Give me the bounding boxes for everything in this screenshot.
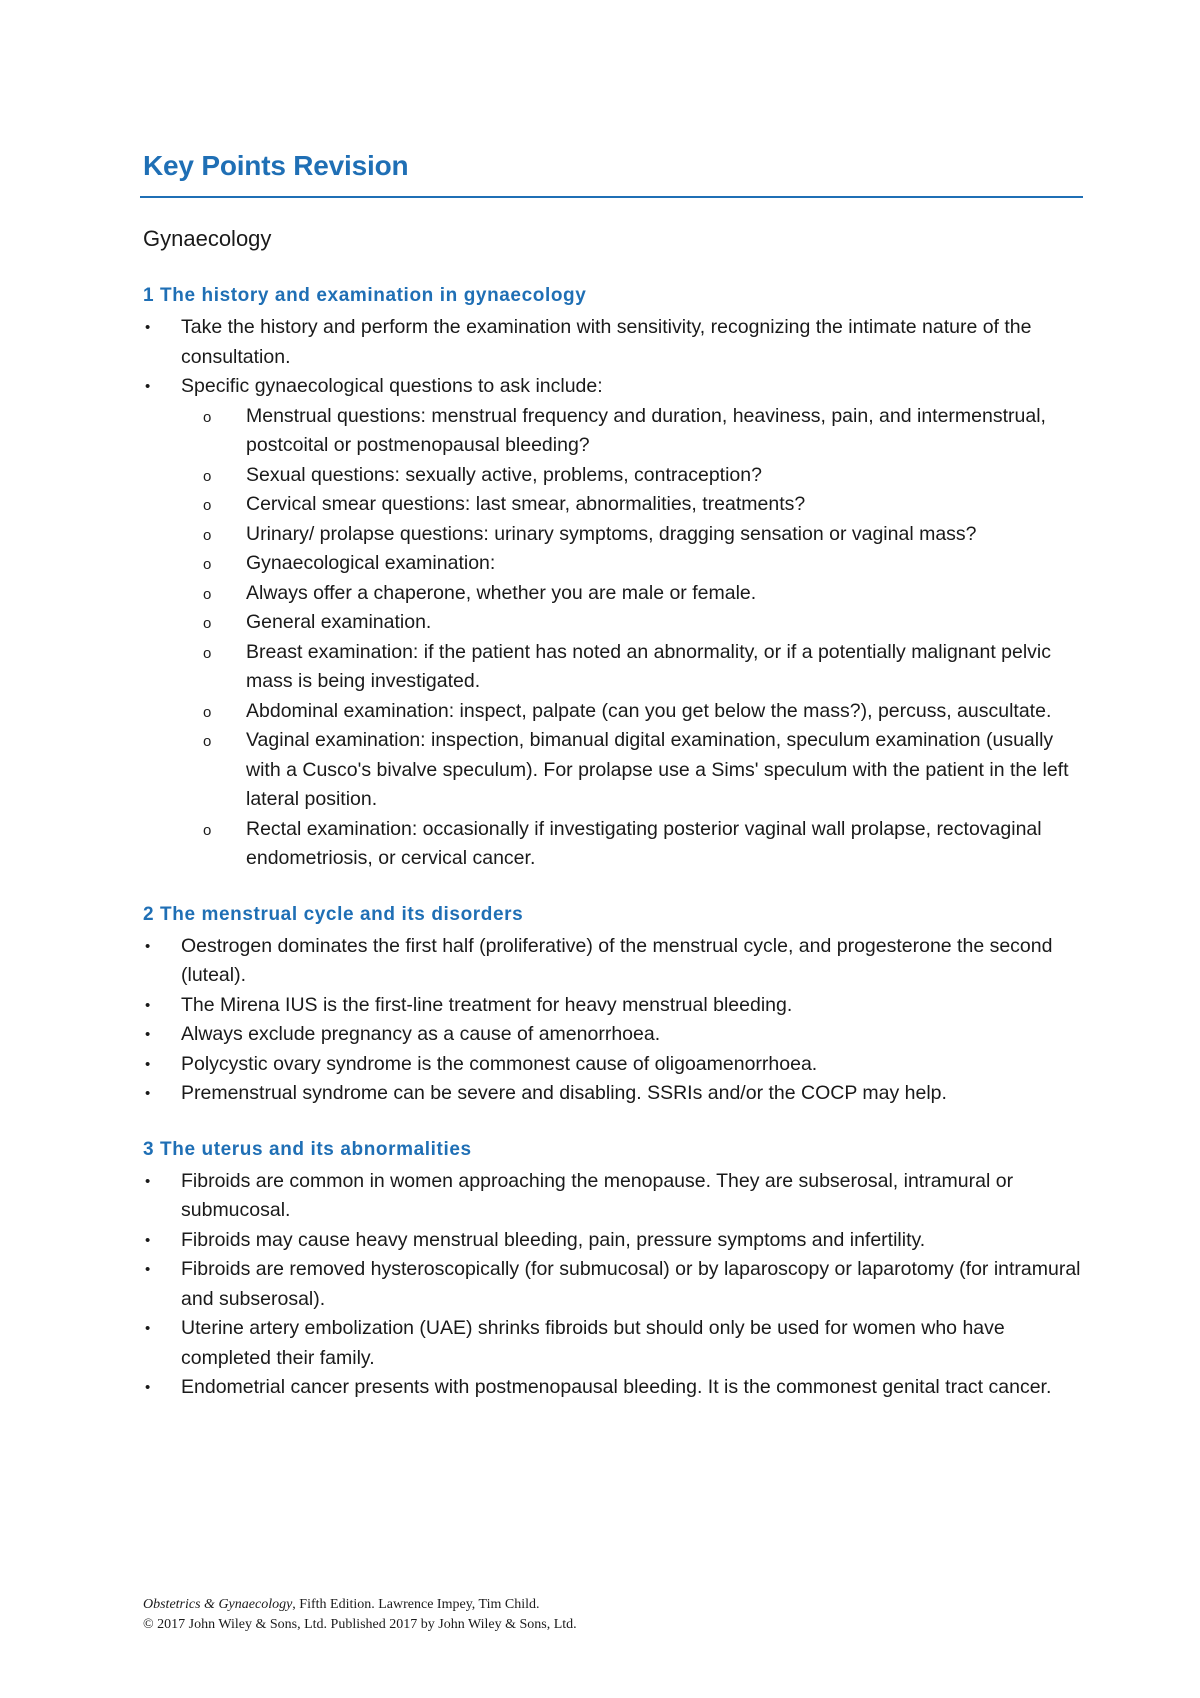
circle-bullet-icon: o — [203, 615, 212, 632]
section-2 — [143, 901, 1083, 1109]
bullet-icon: • — [145, 378, 151, 395]
title-divider — [140, 196, 1083, 198]
sub-list-item: o Always offer a chaperone, whether you are male or female. — [143, 579, 1083, 609]
bullet-icon: • — [145, 1379, 151, 1396]
circle-bullet-icon: o — [203, 408, 212, 426]
part-heading: Gynaecology — [143, 226, 272, 251]
circle-bullet-icon: o — [203, 821, 212, 839]
section-1 — [143, 282, 1083, 874]
circle-bullet-icon: o — [203, 497, 212, 514]
section-heading: 1 The history and examination in gynaecology — [143, 285, 587, 306]
sub-list-item: o Cervical smear questions: last smear, abnormalities, treatments? — [143, 490, 1083, 520]
book-title: Obstetrics & Gynaecology — [143, 1597, 293, 1612]
list-item: • Take the history and perform the examination with sensitivity, recognizing the intimate nature of the consultation. — [143, 313, 1083, 372]
circle-bullet-icon: o — [203, 644, 212, 662]
section-3 — [143, 1136, 1083, 1403]
page-footer — [143, 1595, 577, 1635]
circle-bullet-icon: o — [203, 733, 212, 750]
list-item: • Polycystic ovary syndrome is the commonest cause of oligoamenorrhoea. — [143, 1050, 1083, 1080]
sub-list-item: o Vaginal examination: inspection, bimanual digital examination, speculum examination (usually with a Cusco's bivalve speculum). For prolapse use a Sims' speculum with the patient in the left lateral position. — [203, 729, 1069, 810]
list-item: • Oestrogen dominates the first half (proliferative) of the menstrual cycle, and progesterone the second (luteal). — [143, 932, 1083, 991]
list-item: • Always exclude pregnancy as a cause of amenorrhoea. — [143, 1020, 1083, 1050]
list-item: • Fibroids may cause heavy menstrual bleeding, pain, pressure symptoms and infertility. — [143, 1226, 1083, 1256]
document-title: Key Points Revision — [143, 150, 409, 181]
bullet-icon: • — [145, 1085, 151, 1102]
sub-list-item: o General examination. — [143, 608, 1083, 638]
sub-list-item: o Urinary/ prolapse questions: urinary symptoms, dragging sensation or vaginal mass? — [143, 520, 1083, 550]
circle-bullet-icon: o — [203, 467, 212, 485]
bullet-icon: • — [145, 1172, 151, 1190]
circle-bullet-icon: o — [203, 585, 212, 603]
list-item: • The Mirena IUS is the first-line treatment for heavy menstrual bleeding. — [143, 991, 1083, 1021]
bullet-list — [143, 932, 1083, 1109]
circle-bullet-icon: o — [203, 703, 212, 721]
sub-list-item: o Gynaecological examination: — [143, 549, 1083, 579]
sub-list-item: o Rectal examination: occasionally if investigating posterior vaginal wall prolapse, rectovaginal endometriosis, or cervical cancer. — [203, 817, 1042, 869]
list-item: • Fibroids are common in women approaching the menopause. They are subserosal, intramural or submucosal. — [143, 1167, 1083, 1226]
bullet-icon: • — [145, 937, 151, 955]
list-item: • Uterine artery embolization (UAE) shrinks fibroids but should only be used for women who have completed their family. — [143, 1314, 1083, 1373]
bullet-icon: • — [145, 1320, 151, 1337]
list-item: • Premenstrual syndrome can be severe and disabling. SSRIs and/or the COCP may help. — [143, 1079, 1083, 1109]
bullet-icon: • — [145, 1055, 151, 1073]
bullet-icon: • — [145, 1026, 151, 1043]
bullet-icon: • — [145, 319, 151, 336]
bullet-icon: • — [145, 1231, 151, 1249]
bullet-icon: • — [145, 1261, 151, 1278]
bullet-icon: • — [145, 996, 151, 1014]
bullet-list — [143, 1167, 1083, 1403]
citation-line — [143, 1595, 577, 1615]
sub-list-item: o Breast examination: if the patient has noted an abnormality, or if a potentially malignant pelvic mass is being investigated. — [203, 640, 1052, 692]
section-heading: 3 The uterus and its abnormalities — [143, 1138, 472, 1160]
list-item: • Specific gynaecological questions to ask include: — [143, 372, 1083, 402]
sub-list-item: o Menstrual questions: menstrual frequency and duration, heaviness, pain, and intermenstrual, postcoital or postmenopausal bleeding? — [203, 404, 1046, 456]
sub-list-item: o Sexual questions: sexually active, problems, contraception? — [143, 461, 1083, 491]
list-item: • Endometrial cancer presents with postmenopausal bleeding. It is the commonest genital tract cancer. — [143, 1373, 1083, 1403]
circle-bullet-icon: o — [203, 526, 212, 544]
book-details: , Fifth Edition. Lawrence Impey, Tim Child. — [292, 1597, 540, 1612]
document-body — [143, 226, 1083, 1430]
section-heading: 2 The menstrual cycle and its disorders — [143, 903, 524, 925]
bullet-list — [143, 313, 1083, 874]
circle-bullet-icon: o — [203, 556, 212, 573]
sub-list-item: o Abdominal examination: inspect, palpate (can you get below the mass?), percuss, auscultate. — [143, 697, 1083, 727]
list-item: • Fibroids are removed hysteroscopically (for submucosal) or by laparoscopy or laparotomy (for intramural and subserosal). — [143, 1255, 1083, 1314]
copyright-line: © 2017 John Wiley & Sons, Ltd. Published 2017 by John Wiley & Sons, Ltd. — [143, 1617, 577, 1632]
